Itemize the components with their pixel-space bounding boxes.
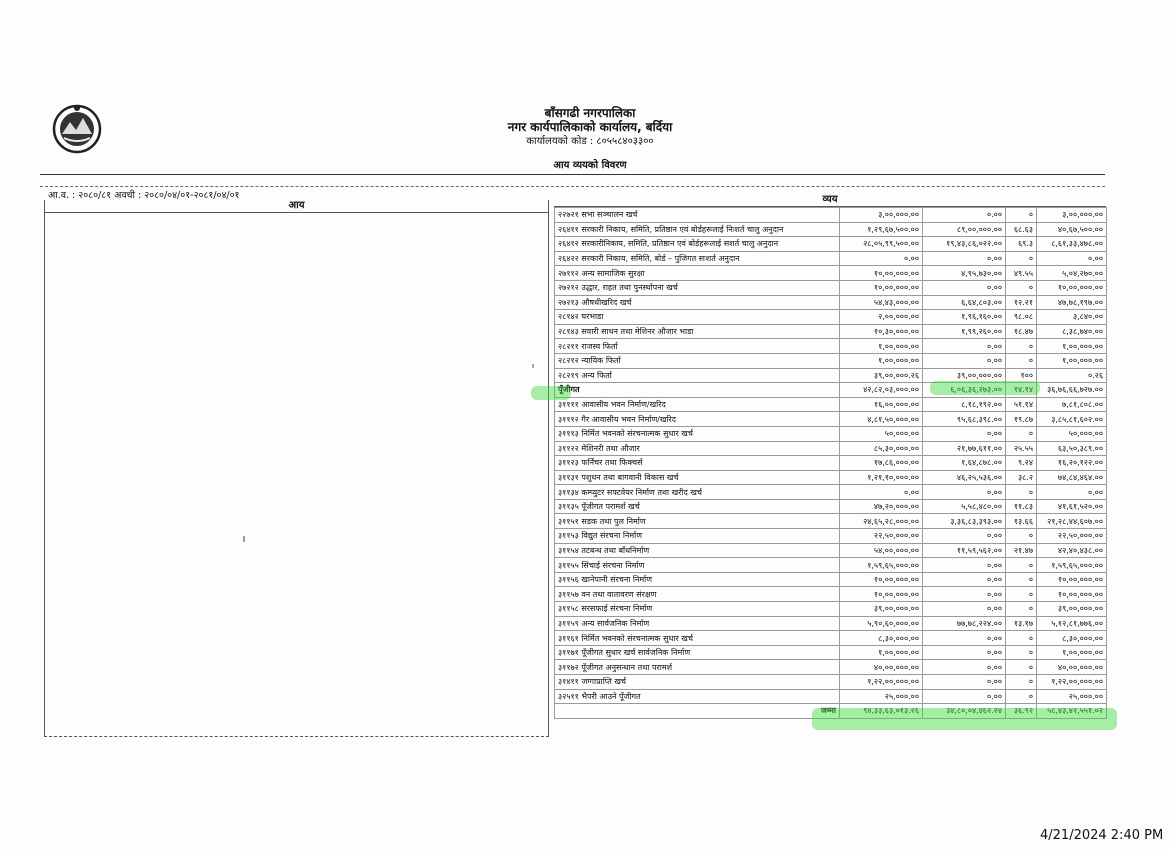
row-name: २८२११ राजस्व फिर्ता	[555, 339, 840, 354]
office-code: कार्यालयको कोड : ८०५५८४०३३००	[526, 136, 654, 147]
municipality-name: बाँसगढी नगरपालिका	[544, 106, 636, 120]
row-name: ३११५६ खानेपानी संरचना निर्माण	[555, 572, 840, 587]
row-percent: १९.८७	[1006, 412, 1037, 427]
row-budget: १,५९,६५,०००.००	[840, 558, 923, 573]
row-percent: ०	[1006, 587, 1037, 602]
row-expense: ०.००	[923, 280, 1006, 295]
row-remaining: १०,००,०००.००	[1037, 572, 1107, 587]
row-name: २८२१९ अन्य फिर्ता	[555, 368, 840, 383]
row-name: २२७२१ सभा सञ्चालन खर्च	[555, 208, 840, 223]
row-percent: ६८.६३	[1006, 222, 1037, 237]
expense-section	[554, 194, 1106, 719]
row-budget: ८,३०,०००.००	[840, 631, 923, 646]
row-percent: ०	[1006, 353, 1037, 368]
table-row	[555, 645, 1107, 660]
row-remaining: ८,३०,०००.००	[1037, 631, 1107, 646]
row-expense: ०.००	[923, 660, 1006, 675]
row-budget: १७,८६,०००.००	[840, 456, 923, 471]
row-name: ३१११२ गैर आवासीय भवन निर्माण/खरिद	[555, 412, 840, 427]
table-row	[555, 222, 1107, 237]
row-budget: ३९,००,०००.००	[840, 602, 923, 617]
row-name: ३११६१ निर्मित भवनको संरचनात्मक सुधार खर्च	[555, 631, 840, 646]
top-divider-dashed	[40, 186, 1105, 187]
row-name: ३११२३ फर्निचर तथा फिक्चर्स	[555, 456, 840, 471]
row-remaining: ४१,६१,५२०.००	[1037, 499, 1107, 514]
row-expense: ९५,६८,३९८.००	[923, 412, 1006, 427]
row-name: ३११५१ सडक तथा पुल निर्माण	[555, 514, 840, 529]
table-row	[555, 237, 1107, 252]
table-row	[555, 426, 1107, 441]
row-expense: ४६,२५,५३६.००	[923, 470, 1006, 485]
page-title: आय व्ययको विवरण	[553, 160, 627, 171]
table-row	[555, 660, 1107, 675]
row-percent: ०	[1006, 660, 1037, 675]
total-remaining: ५८,४३,४२,५५१.०२	[1037, 704, 1107, 719]
row-name: २८१४२ घरभाडा	[555, 310, 840, 325]
row-remaining: ३,८४०.००	[1037, 310, 1107, 325]
row-budget: १०,००,०००.००	[840, 572, 923, 587]
table-row	[555, 616, 1107, 631]
table-row	[555, 280, 1107, 295]
row-expense: ३,३६,८३,३९३.००	[923, 514, 1006, 529]
total-percent: ३६.९२	[1006, 704, 1037, 719]
row-expense: ७७,७८,२२४.००	[923, 616, 1006, 631]
table-row	[555, 339, 1107, 354]
expense-heading: व्यय	[554, 194, 1106, 207]
fiscal-year: आ.व. : २०८०/८१ अवधी : २०८०/०४/०१-२०८१/०४/०१	[48, 190, 240, 201]
top-divider	[40, 174, 1105, 175]
row-expense: ८,१८,१९२.००	[923, 397, 1006, 412]
row-percent: ०	[1006, 645, 1037, 660]
scan-mark	[532, 364, 534, 368]
row-remaining: १,२२,००,०००.००	[1037, 675, 1107, 690]
row-remaining: ३९,००,०००.००	[1037, 602, 1107, 617]
row-expense: ०.००	[923, 353, 1006, 368]
row-percent: ०	[1006, 251, 1037, 266]
income-section	[44, 200, 549, 737]
row-name: २८२१२ न्यायिक फिर्ता	[555, 353, 840, 368]
table-row	[555, 441, 1107, 456]
row-name: २७११२ अन्य सामाजिक सुरक्षा	[555, 266, 840, 281]
row-remaining: ४०,००,०००.००	[1037, 660, 1107, 675]
row-percent: १२.२१	[1006, 295, 1037, 310]
row-remaining: ०.००	[1037, 251, 1107, 266]
row-remaining: ३,८५,८१,६०२.००	[1037, 412, 1107, 427]
row-expense: १,९९,२६०.००	[923, 324, 1006, 339]
row-expense: ०.००	[923, 631, 1006, 646]
row-percent: ११.८३	[1006, 499, 1037, 514]
row-expense: २१,७७,६११.००	[923, 441, 1006, 456]
row-percent: ०	[1006, 280, 1037, 295]
row-budget: ४२,८२,०३,०००.००	[840, 383, 923, 398]
row-budget: २५,०००.००	[840, 689, 923, 704]
highlight-capital-values	[930, 381, 1040, 395]
table-row	[555, 602, 1107, 617]
table-row	[555, 353, 1107, 368]
table-row	[555, 514, 1107, 529]
row-budget: ५४,००,०००.००	[840, 543, 923, 558]
table-row	[555, 397, 1107, 412]
row-remaining: २२,५०,०००.००	[1037, 529, 1107, 544]
row-percent: ५१.१४	[1006, 397, 1037, 412]
row-budget: १०,००,०००.००	[840, 587, 923, 602]
table-row	[555, 412, 1107, 427]
row-budget: २४,६५,२८,०००.००	[840, 514, 923, 529]
row-name: २७२१३ औषधीखरिद खर्च	[555, 295, 840, 310]
row-name: २८१४३ सवारी साधन तथा मेशिनर औजार भाडा	[555, 324, 840, 339]
row-remaining: ५,०४,२७०.००	[1037, 266, 1107, 281]
row-expense: ४,९५,७३०.००	[923, 266, 1006, 281]
row-percent: १००	[1006, 368, 1037, 383]
row-remaining: ५०,०००.००	[1037, 426, 1107, 441]
row-percent: ०	[1006, 558, 1037, 573]
row-name: ३११५७ वन तथा वातावरण संरक्षण	[555, 587, 840, 602]
scan-mark	[243, 536, 245, 542]
row-budget: २२,५०,०००.००	[840, 529, 923, 544]
row-percent: ०	[1006, 485, 1037, 500]
row-name: ३११५८ सरसफाई संरचना निर्माण	[555, 602, 840, 617]
row-percent: १३.१७	[1006, 616, 1037, 631]
table-row	[555, 587, 1107, 602]
row-remaining: ५,१२,८१,७७६.००	[1037, 616, 1107, 631]
row-percent: १३.६६	[1006, 514, 1037, 529]
row-percent: ६९.३	[1006, 237, 1037, 252]
row-budget: ८५,३०,०००.००	[840, 441, 923, 456]
row-name: ३११५३ विद्युत संरचना निर्माण	[555, 529, 840, 544]
row-percent: २५.५५	[1006, 441, 1037, 456]
row-expense: ३९,००,०००.००	[923, 368, 1006, 383]
row-budget: ५,९०,६०,०००.००	[840, 616, 923, 631]
row-budget: ५४,४३,०००.००	[840, 295, 923, 310]
table-row	[555, 251, 1107, 266]
row-percent: ९.२४	[1006, 456, 1037, 471]
row-expense: ०.००	[923, 251, 1006, 266]
row-remaining: ४२,४०,४३८.००	[1037, 543, 1107, 558]
row-expense: ०.००	[923, 587, 1006, 602]
row-percent: ०	[1006, 631, 1037, 646]
table-row	[555, 324, 1107, 339]
highlight-capital	[531, 386, 571, 400]
row-budget: ०.००	[840, 485, 923, 500]
row-remaining: ६३,५०,३८९.००	[1037, 441, 1107, 456]
row-expense: ०.००	[923, 485, 1006, 500]
row-name: ३११५९ अन्य सार्वजनिक निर्माण	[555, 616, 840, 631]
row-percent: १८.४७	[1006, 324, 1037, 339]
row-name: ३२५११ भैपरी आउने पूँजीगत	[555, 689, 840, 704]
table-row	[555, 543, 1107, 558]
row-remaining: ७,८१,८०८.००	[1037, 397, 1107, 412]
office-name: नगर कार्यपालिकाको कार्यालय, बर्दिया	[507, 120, 673, 134]
row-budget: २८,०५,९९,५००.००	[840, 237, 923, 252]
row-percent: ०	[1006, 572, 1037, 587]
row-name: ३११५५ सिंचाई संरचना निर्माण	[555, 558, 840, 573]
row-budget: ५०,०००.००	[840, 426, 923, 441]
row-percent: १४.१४	[1006, 383, 1037, 398]
row-budget: १,२१,१०,०००.००	[840, 470, 923, 485]
row-percent: ०	[1006, 426, 1037, 441]
row-expense: ११,५९,५६२.००	[923, 543, 1006, 558]
table-row	[555, 208, 1107, 223]
row-budget: १,२२,००,०००.००	[840, 675, 923, 690]
row-expense: ६,६४,८०३.००	[923, 295, 1006, 310]
row-expense: ०.००	[923, 602, 1006, 617]
table-row	[555, 456, 1107, 471]
row-expense: ०.००	[923, 572, 1006, 587]
table-row	[555, 295, 1107, 310]
row-budget: ४०,००,०००.००	[840, 660, 923, 675]
table-row	[555, 485, 1107, 500]
total-budget: ९४,३३,६३,०१३.२६	[840, 704, 923, 719]
row-name: ३११५४ तटबन्ध तथा बाँधनिर्माण	[555, 543, 840, 558]
row-budget: १,००,०००.००	[840, 339, 923, 354]
table-row	[555, 675, 1107, 690]
row-name: ३११२२ मेशिनरी तथा औजार	[555, 441, 840, 456]
row-remaining: २१,२८,४४,६०७.००	[1037, 514, 1107, 529]
row-budget: १०,३०,०००.००	[840, 324, 923, 339]
row-expense: ५,५८,४८०.००	[923, 499, 1006, 514]
row-remaining: ८,३८,७४०.००	[1037, 324, 1107, 339]
row-expense: ६,०६,३६,२७३.००	[923, 383, 1006, 398]
row-budget: ४७,२०,०००.००	[840, 499, 923, 514]
row-expense: ०.००	[923, 339, 1006, 354]
row-remaining: ३६,७६,६६,७२७.००	[1037, 383, 1107, 398]
row-remaining: १०,००,०००.००	[1037, 587, 1107, 602]
table-row	[555, 558, 1107, 573]
table-row	[555, 266, 1107, 281]
table-row	[555, 470, 1107, 485]
row-expense: ०.००	[923, 426, 1006, 441]
row-name: पूँजीगत	[555, 383, 840, 398]
row-budget: २,००,०००.००	[840, 310, 923, 325]
row-percent: ०	[1006, 689, 1037, 704]
row-name: ३११११ आवासीय भवन निर्माण/खरिद	[555, 397, 840, 412]
row-remaining: ८,६१,३३,४७८.००	[1037, 237, 1107, 252]
row-percent: ०	[1006, 675, 1037, 690]
row-expense: १,९६,१६०.००	[923, 310, 1006, 325]
row-remaining: ०.००	[1037, 485, 1107, 500]
row-expense: १९,४३,८६,०२२.००	[923, 237, 1006, 252]
row-name: ३१४११ जग्गाप्राप्ति खर्च	[555, 675, 840, 690]
row-expense: ०.००	[923, 645, 1006, 660]
row-percent: ०	[1006, 529, 1037, 544]
highlight-total	[812, 708, 1117, 730]
row-name: ३११३५ पूँजीगत परामर्श खर्च	[555, 499, 840, 514]
row-budget: १०,००,०००.००	[840, 266, 923, 281]
table-row	[555, 499, 1107, 514]
row-budget: ३,००,०००.००	[840, 208, 923, 223]
row-remaining: १०,००,०००.००	[1037, 280, 1107, 295]
row-remaining: ४०,६७,५००.००	[1037, 222, 1107, 237]
total-label: जम्मा	[555, 704, 840, 719]
row-remaining: ३,००,०००.००	[1037, 208, 1107, 223]
row-name: ३११७१ पूँजीगत सुधार खर्च सार्वजनिक निर्माण	[555, 645, 840, 660]
row-name: २६४१२ सरकारीनिकाय, समिति, प्रतिष्ठान एवं बोर्डहरूलाई सशर्त चालु अनुदान	[555, 237, 840, 252]
row-percent: ९८.०८	[1006, 310, 1037, 325]
table-row	[555, 689, 1107, 704]
row-expense: ०.००	[923, 208, 1006, 223]
row-name: ३११७२ पूँजीगत अनुसन्धान तथा परामर्श	[555, 660, 840, 675]
row-budget: १,२९,६७,५००.००	[840, 222, 923, 237]
row-percent: २१.४७	[1006, 543, 1037, 558]
row-expense: ८९,००,०००.००	[923, 222, 1006, 237]
row-name: २७२१२ उद्धार, राहत तथा पुनर्स्थापना खर्च	[555, 280, 840, 295]
row-remaining: १,००,०००.००	[1037, 339, 1107, 354]
row-remaining: २५,०००.००	[1037, 689, 1107, 704]
row-remaining: १,००,०००.००	[1037, 353, 1107, 368]
row-expense: ०.००	[923, 689, 1006, 704]
table-row	[555, 529, 1107, 544]
print-timestamp: 4/21/2024 2:40 PM	[1040, 828, 1164, 843]
row-name: २६४११ सरकारी निकाय, समिति, प्रतिष्ठान एवं बोर्डहरूलाई निःशर्त चालु अनुदान	[555, 222, 840, 237]
row-name: २६४२२ सरकारी निकाय, समिति, बोर्ड – पुजिगत सःशर्त अनुदान	[555, 251, 840, 266]
row-percent: ०	[1006, 208, 1037, 223]
table-row	[555, 310, 1107, 325]
row-percent: ४९.५५	[1006, 266, 1037, 281]
row-expense: ०.००	[923, 529, 1006, 544]
row-budget: ३९,००,०००.२६	[840, 368, 923, 383]
table-row	[555, 631, 1107, 646]
income-heading: आय	[45, 200, 548, 213]
row-remaining: १६,२०,१२२.००	[1037, 456, 1107, 471]
row-remaining: १,५९,६५,०००.००	[1037, 558, 1107, 573]
row-remaining: ७४,८४,४६४.००	[1037, 470, 1107, 485]
row-name: ३१११३ निर्मित भवनको संरचनात्मक सुधार खर्च	[555, 426, 840, 441]
table-row	[555, 572, 1107, 587]
row-percent: ३८.२	[1006, 470, 1037, 485]
nepal-emblem-icon	[52, 104, 102, 154]
row-percent: ०	[1006, 602, 1037, 617]
row-remaining: १,००,०००.००	[1037, 645, 1107, 660]
row-name: ३११३४ कम्प्युटर सफ्टवेयर निर्माण तथा खरीद खर्च	[555, 485, 840, 500]
expense-table	[554, 207, 1107, 719]
row-remaining: ०.२६	[1037, 368, 1107, 383]
row-budget: १०,००,०००.००	[840, 280, 923, 295]
row-budget: ०.००	[840, 251, 923, 266]
row-remaining: ४७,७८,१९७.००	[1037, 295, 1107, 310]
row-budget: १,००,०००.००	[840, 353, 923, 368]
row-budget: १६,००,०००.००	[840, 397, 923, 412]
row-budget: १,००,०००.००	[840, 645, 923, 660]
row-expense: १,६४,८७८.००	[923, 456, 1006, 471]
row-expense: ०.००	[923, 558, 1006, 573]
row-expense: ०.००	[923, 675, 1006, 690]
row-name: ३११३१ पशुधन तथा बागवानी विकास खर्च	[555, 470, 840, 485]
row-budget: ४,८१,५०,०००.००	[840, 412, 923, 427]
row-percent: ०	[1006, 339, 1037, 354]
total-expense: ३४,८०,०४,४६२.२४	[923, 704, 1006, 719]
